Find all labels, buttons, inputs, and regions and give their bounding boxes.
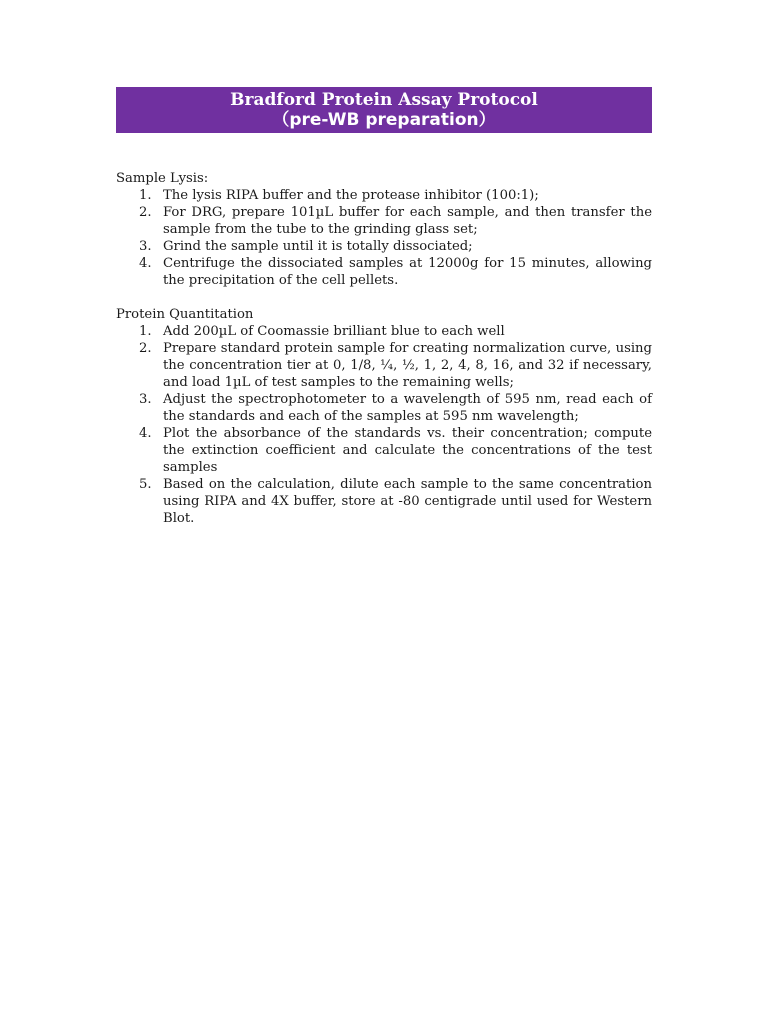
step-number: 1. [139,188,152,203]
step-number: 4. [139,426,152,441]
step-number: 1. [139,324,152,339]
step-list [116,323,652,527]
step-text: Centrifuge the dissociated samples at 12000g for 15 minutes, allowing the precipitation of the cell pellets. [163,256,652,288]
step-text: The lysis RIPA buffer and the protease inhibitor (100:1); [163,188,539,203]
list-item [116,255,652,289]
list-item [116,391,652,425]
section-sample-lysis [116,170,652,289]
title-banner [116,87,652,133]
document-title: Bradford Protein Assay Protocol [230,90,538,110]
step-text: Grind the sample until it is totally dissociated; [163,239,473,254]
list-item [116,425,652,476]
step-number: 2. [139,205,152,220]
step-number: 3. [139,239,152,254]
step-text: Prepare standard protein sample for creating normalization curve, using the concentration tier at 0, 1/8, ¼, ½, 1, 2, 4, 8, 16, and 32 if necessary, and load 1µL of test samples to the remaining wells; [163,341,652,390]
step-number: 2. [139,341,152,356]
list-item [116,323,652,340]
list-item [116,204,652,238]
step-text: Plot the absorbance of the standards vs. their concentration; compute the extinction coefficient and calculate the concentrations of the test samples [163,426,652,475]
section-protein-quantitation [116,306,652,527]
step-number: 4. [139,256,152,271]
step-number: 5. [139,477,152,492]
document-subtitle: （pre-WB preparation） [272,110,496,130]
document-body [116,170,652,544]
step-text: Based on the calculation, dilute each sample to the same concentration using RIPA and 4X buffer, store at -80 centigrade until used for Western Blot. [163,477,652,526]
step-text: For DRG, prepare 101µL buffer for each sample, and then transfer the sample from the tube to the grinding glass set; [163,205,652,237]
step-list [116,187,652,289]
step-text: Add 200µL of Coomassie brilliant blue to each well [163,324,505,339]
section-heading: Sample Lysis: [116,171,209,186]
section-heading: Protein Quantitation [116,307,254,322]
list-item [116,340,652,391]
list-item [116,476,652,527]
list-item [116,187,652,204]
step-text: Adjust the spectrophotometer to a wavelength of 595 nm, read each of the standards and each of the samples at 595 nm wavelength; [163,392,652,424]
list-item [116,238,652,255]
step-number: 3. [139,392,152,407]
